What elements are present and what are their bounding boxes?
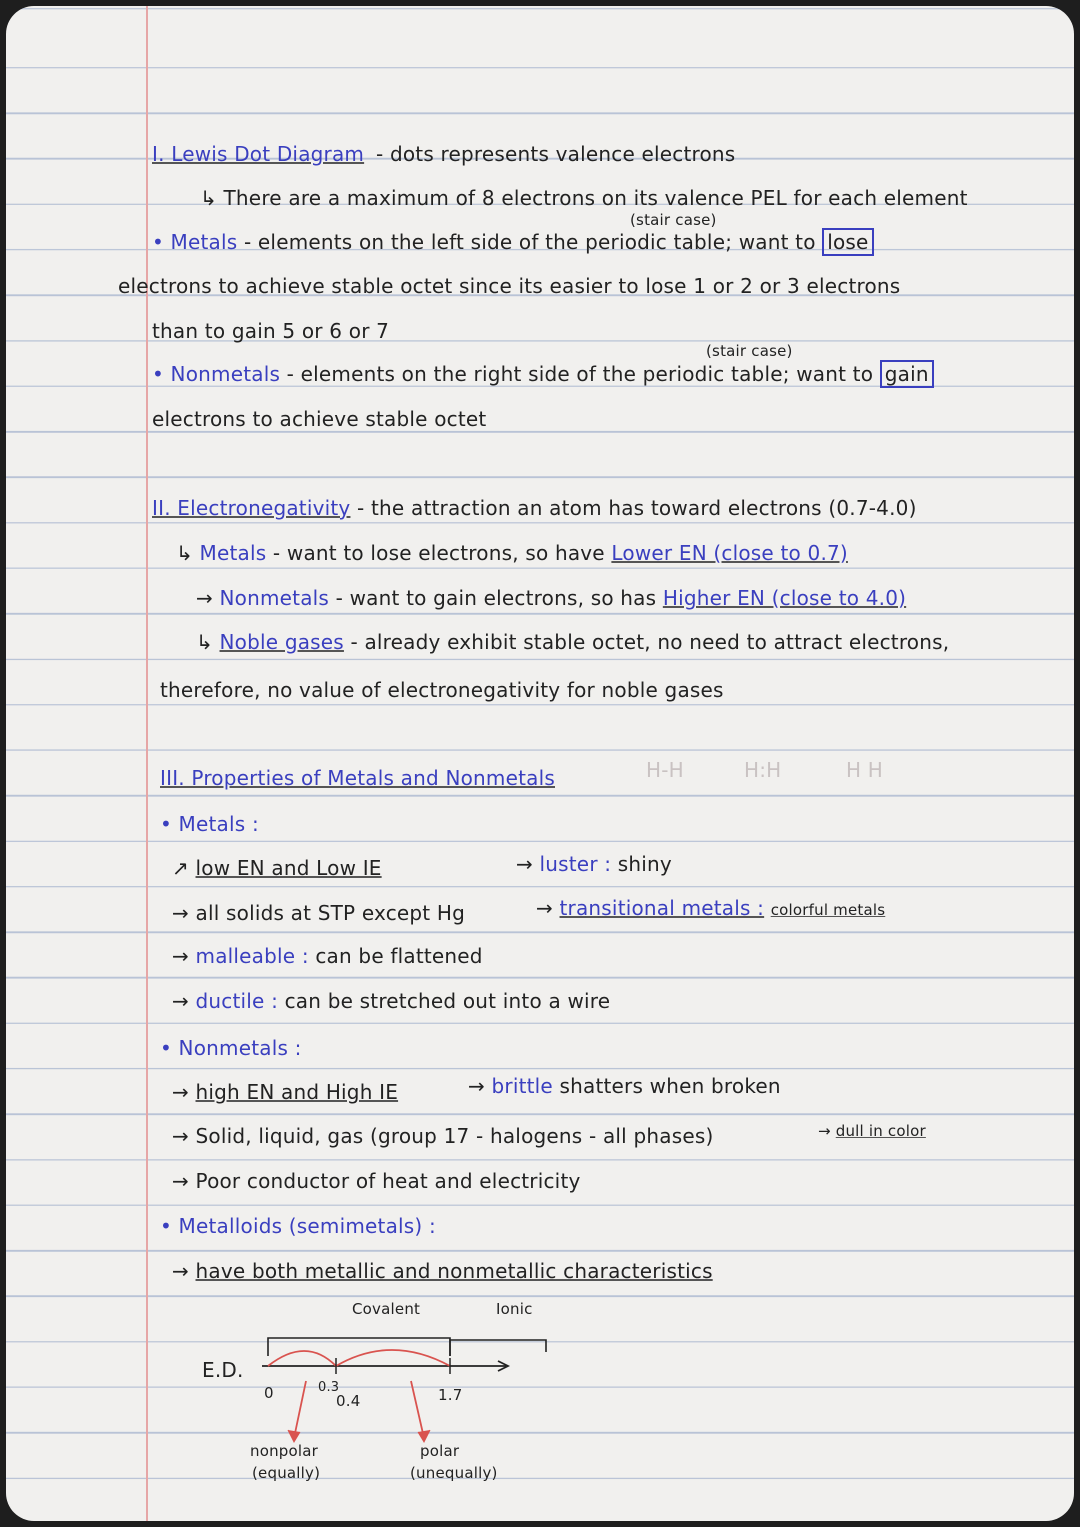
ed-label: E.D. [202,1358,244,1382]
tick-label-0-3: 0.3 [318,1380,340,1395]
ed-diagram [6,6,1074,1521]
metalloids-label: • Metalloids (semimetals) : [160,1214,436,1238]
tick-label-1-7: 1.7 [438,1386,463,1404]
section3-heading: III. Properties of Metals and Nonmetals [160,766,555,790]
metals-property-2: → all solids at STP except Hg [172,901,466,925]
metals-stair-note: (stair case) [630,211,717,229]
nonpolar-arrowhead [288,1430,300,1442]
metalloids-text: → have both metallic and nonmetallic characteristics [172,1259,713,1283]
polar-arrowhead [418,1430,430,1442]
metals-definition-cont2: than to gain 5 or 6 or 7 [152,319,390,343]
nonpolar-sub-label: (equally) [252,1464,321,1482]
bleed-text: H:H [744,758,782,782]
metals-property-transitional: → transitional metals : colorful metals [536,896,886,920]
nonmetals-property-2: → Solid, liquid, gas (group 17 - halogens - all phases) [172,1124,714,1148]
tick-label-0: 0 [264,1384,274,1402]
polar-label: polar [420,1442,460,1460]
nonpolar-label: nonpolar [250,1442,319,1460]
covalent-bracket [268,1338,450,1356]
covalent-label: Covalent [352,1300,421,1318]
notebook-page [6,6,1074,1521]
nonmetals-label: • Nonmetals : [160,1036,302,1060]
metals-definition: • Metals - elements on the left side of the periodic table; want to lose [152,230,874,254]
nonmetals-definition-cont: electrons to achieve stable octet [152,407,487,431]
section1-definition: - dots represents valence electrons [376,142,736,166]
nonmetals-property-dull: → dull in color [818,1122,926,1140]
en-nonmetals: → Nonmetals - want to gain electrons, so has Higher EN (close to 4.0) [196,586,907,610]
en-metals: ↳ Metals - want to lose electrons, so have Lower EN (close to 0.7) [176,541,848,565]
en-noble-gases-cont: therefore, no value of electronegativity for noble gases [160,678,724,702]
ionic-label: Ionic [496,1300,533,1318]
nonmetals-definition: • Nonmetals - elements on the right side of the periodic table; want to gain [152,362,934,386]
nonmetals-property-1: → high EN and High IE [172,1080,399,1104]
bleed-text: H-H [646,758,684,782]
metals-definition-cont: electrons to achieve stable octet since its easier to lose 1 or 2 or 3 electrons [118,274,901,298]
metals-property-1: ↗ low EN and Low IE [172,856,382,880]
polar-arc [336,1350,450,1366]
nonpolar-arrow [294,1381,306,1438]
en-noble-gases: ↳ Noble gases - already exhibit stable octet, no need to attract electrons, [196,630,950,654]
ionic-bracket [450,1340,546,1356]
section1-heading: I. Lewis Dot Diagram [152,142,365,166]
section1-arrow-note: ↳ There are a maximum of 8 electrons on its valence PEL for each element [200,186,968,210]
metals-label: • Metals : [160,812,259,836]
polar-arrow [411,1381,424,1438]
section2-heading: II. Electronegativity - the attraction an atom has toward electrons (0.7-4.0) [152,496,917,520]
nonmetals-stair-note: (stair case) [706,342,793,360]
metals-property-4: → ductile : can be stretched out into a wire [172,989,611,1013]
bleed-text: H H [846,758,884,782]
polar-sub-label: (unequally) [410,1464,498,1482]
nonmetals-property-brittle: → brittle shatters when broken [468,1074,781,1098]
nonpolar-arc [268,1351,336,1366]
metals-property-luster: → luster : shiny [516,852,672,876]
nonmetals-property-3: → Poor conductor of heat and electricity [172,1169,581,1193]
tick-label-0-4: 0.4 [336,1392,361,1410]
metals-property-3: → malleable : can be flattened [172,944,483,968]
